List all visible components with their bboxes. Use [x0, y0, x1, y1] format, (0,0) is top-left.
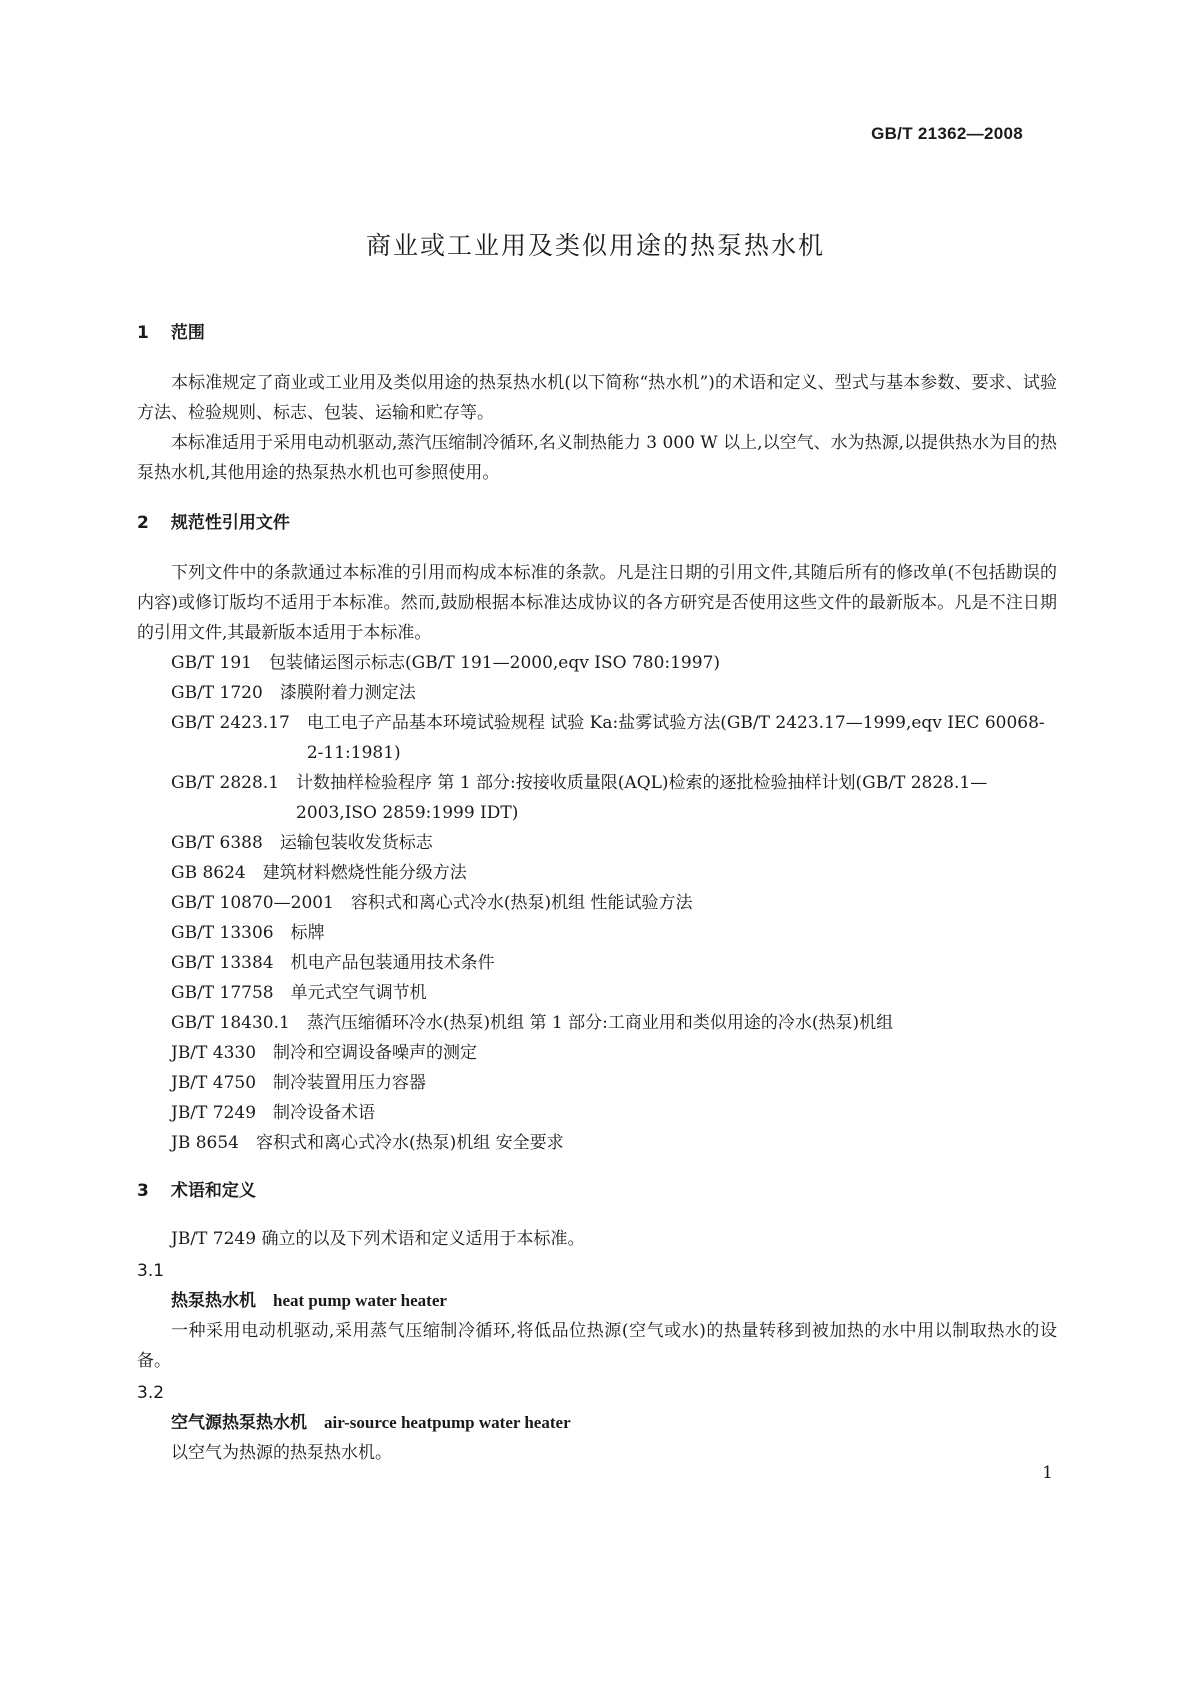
reference-title: 蒸汽压缩循环冷水(热泵)机组 第 1 部分:工商业用和类似用途的冷水(热泵)机组 — [306, 1013, 894, 1033]
reference-item — [137, 888, 1057, 918]
reference-item — [137, 978, 1057, 1008]
paragraph: 本标准规定了商业或工业用及类似用途的热泵热水机(以下简称“热水机”)的术语和定义、型式与基本参数、要求、试验方法、检验规则、标志、包装、运输和贮存等。 — [137, 373, 1057, 423]
reference-title: 电工电子产品基本环境试验规程 试验 Ka:盐雾试验方法(GB/T 2423.17—1999,eqv IEC 60068-2-11:1981) — [306, 713, 1045, 763]
section-1-heading — [137, 318, 1057, 348]
section-number: 1 — [137, 323, 149, 343]
reference-title: 容积式和离心式冷水(热泵)机组 安全要求 — [255, 1133, 564, 1153]
section-3-heading — [137, 1176, 1057, 1206]
reference-code: GB/T 10870—2001 — [171, 893, 334, 913]
section-title: 范围 — [170, 323, 205, 343]
term-heading — [137, 1408, 1057, 1438]
reference-title: 制冷和空调设备噪声的测定 — [273, 1043, 478, 1063]
reference-title: 标牌 — [290, 923, 325, 943]
term-zh: 热泵热水机 — [171, 1291, 256, 1311]
section-title: 术语和定义 — [170, 1181, 256, 1201]
reference-code: GB/T 6388 — [171, 833, 263, 853]
reference-code: GB/T 2828.1 — [171, 773, 280, 793]
reference-item — [137, 678, 1057, 708]
paragraph: 本标准适用于采用电动机驱动,蒸汽压缩制冷循环,名义制热能力 3 000 W 以上,以空气、水为热源,以提供热水为目的热泵热水机,其他用途的热泵热水机也可参照使用。 — [137, 433, 1057, 483]
section-number: 3 — [137, 1181, 149, 1201]
reference-item — [137, 708, 1057, 768]
reference-item — [137, 1038, 1057, 1068]
reference-title: 容积式和离心式冷水(热泵)机组 性能试验方法 — [350, 893, 693, 913]
reference-title: 制冷设备术语 — [273, 1103, 376, 1123]
reference-item — [137, 1128, 1057, 1158]
term-heading — [137, 1286, 1057, 1316]
reference-item — [137, 858, 1057, 888]
reference-item — [137, 768, 1057, 828]
term-en: heat pump water heater — [273, 1291, 447, 1310]
reference-item — [137, 1098, 1057, 1128]
term-definition: 以空气为热源的热泵热水机。 — [171, 1443, 392, 1463]
reference-title: 建筑材料燃烧性能分级方法 — [262, 863, 467, 883]
document-body — [137, 318, 1057, 1468]
section-title: 规范性引用文件 — [170, 513, 290, 533]
page-number: 1 — [1042, 1463, 1053, 1483]
reference-title: 制冷装置用压力容器 — [273, 1073, 427, 1093]
term-en: air-source heatpump water heater — [324, 1413, 571, 1432]
term-number: 3.1 — [137, 1261, 165, 1281]
reference-item — [137, 1008, 1057, 1038]
reference-code: GB/T 13384 — [171, 953, 274, 973]
term-definition: 一种采用电动机驱动,采用蒸气压缩制冷循环,将低品位热源(空气或水)的热量转移到被加热的水中用以制取热水的设备。 — [137, 1321, 1057, 1371]
reference-code: JB/T 4330 — [171, 1043, 257, 1063]
reference-item — [137, 918, 1057, 948]
reference-code: JB/T 7249 — [171, 1103, 257, 1123]
reference-item — [137, 648, 1057, 678]
document-title: 商业或工业用及类似用途的热泵热水机 — [365, 231, 825, 260]
reference-code: GB/T 17758 — [171, 983, 274, 1003]
reference-title: 单元式空气调节机 — [290, 983, 427, 1003]
reference-code: GB/T 1720 — [171, 683, 263, 703]
reference-title: 包装储运图示标志(GB/T 191—2000,eqv ISO 780:1997) — [269, 653, 721, 673]
reference-title: 运输包装收发货标志 — [279, 833, 433, 853]
reference-code: JB/T 4750 — [171, 1073, 257, 1093]
reference-code: GB/T 2423.17 — [171, 713, 290, 733]
reference-item — [137, 948, 1057, 978]
term-number: 3.2 — [137, 1383, 165, 1403]
reference-item — [137, 828, 1057, 858]
standard-code: GB/T 21362—2008 — [871, 124, 1023, 143]
reference-item — [137, 1068, 1057, 1098]
paragraph: JB/T 7249 确立的以及下列术语和定义适用于本标准。 — [171, 1229, 585, 1249]
reference-code: GB/T 13306 — [171, 923, 274, 943]
reference-code: GB 8624 — [171, 863, 246, 883]
reference-code: GB/T 18430.1 — [171, 1013, 290, 1033]
reference-title: 计数抽样检验程序 第 1 部分:按接收质量限(AQL)检索的逐批检验抽样计划(GB/T 2828.1—2003,ISO 2859:1999 IDT) — [296, 773, 988, 823]
reference-title: 漆膜附着力测定法 — [279, 683, 416, 703]
reference-code: JB 8654 — [171, 1133, 239, 1153]
section-2-heading — [137, 508, 1057, 538]
paragraph: 下列文件中的条款通过本标准的引用而构成本标准的条款。凡是注日期的引用文件,其随后所有的修改单(不包括勘误的内容)或修订版均不适用于本标准。然而,鼓励根据本标准达成协议的各方研究是否使用这些文件的最新版本。凡是不注日期的引用文件,其最新版本适用于本标准。 — [137, 563, 1057, 643]
reference-title: 机电产品包装通用技术条件 — [290, 953, 495, 973]
reference-code: GB/T 191 — [171, 653, 252, 673]
section-number: 2 — [137, 513, 149, 533]
term-zh: 空气源热泵热水机 — [171, 1413, 307, 1433]
